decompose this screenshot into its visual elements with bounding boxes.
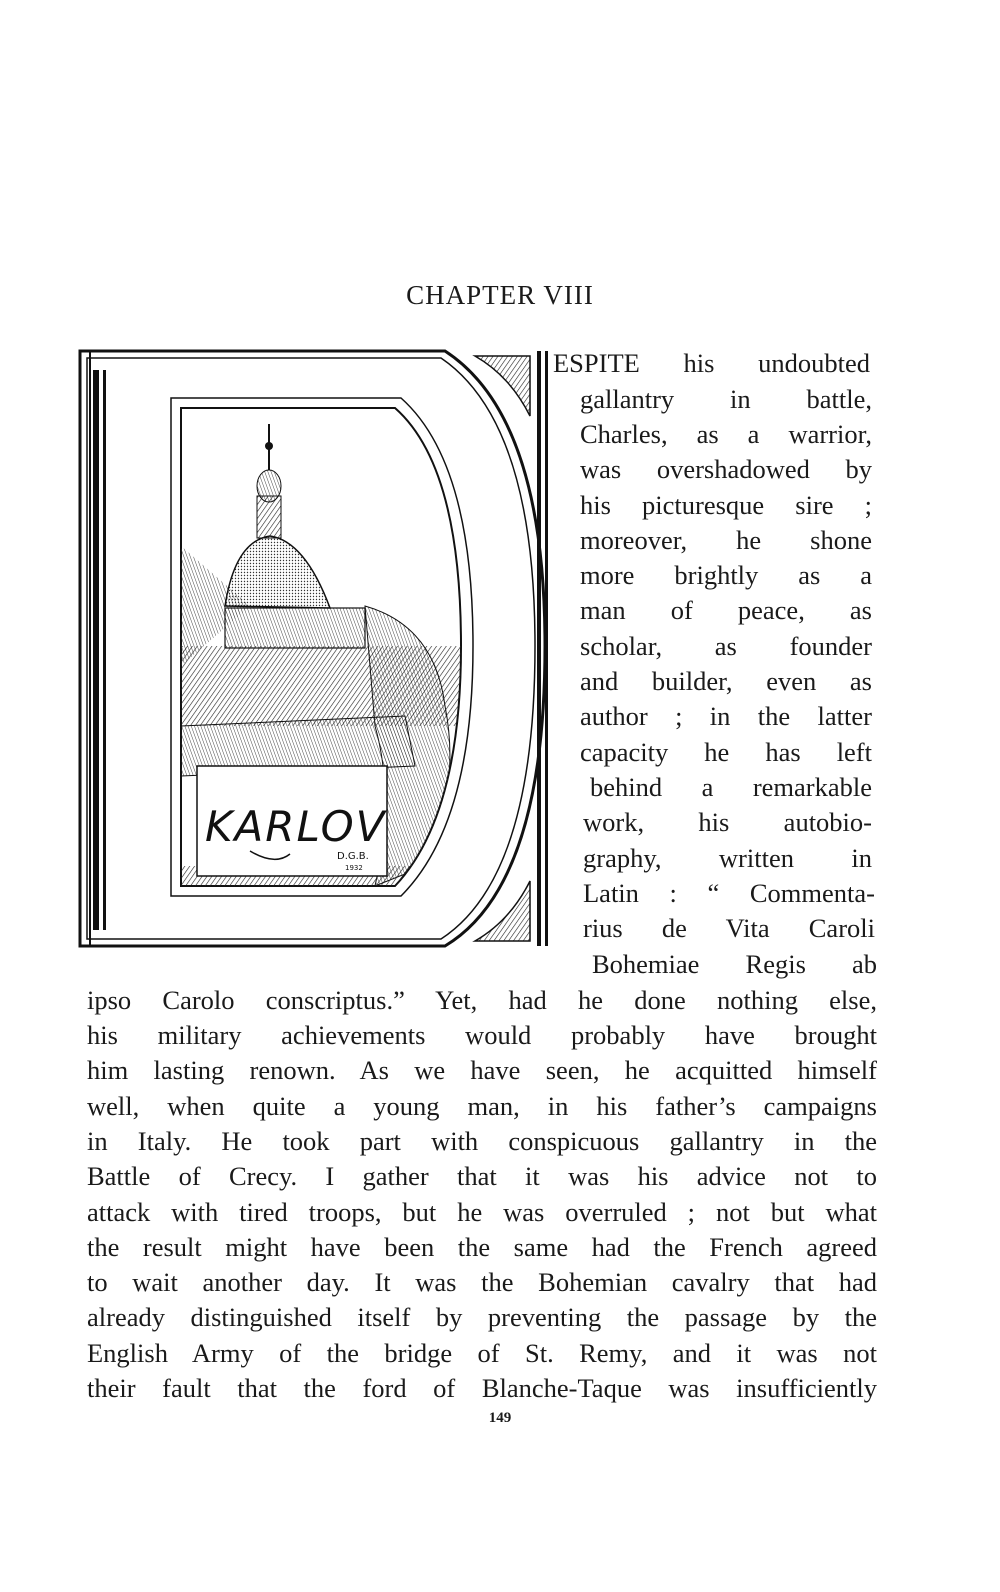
text-line: well, when quite a young man, in his father’s campaigns	[87, 1091, 877, 1121]
illustrator-year: 1932	[345, 864, 363, 872]
text-line: graphy, written in	[583, 843, 872, 873]
text-line: his picturesque sire ;	[580, 490, 872, 520]
text-line: attack with tired troops, but he was overruled ; not but what	[87, 1197, 877, 1227]
text-line: in Italy. He took part with conspicuous gallantry in the	[87, 1126, 877, 1156]
illustrator-monogram: D.G.B.	[337, 851, 369, 862]
text-line: moreover, he shone	[580, 525, 872, 555]
text-line: him lasting renown. As we have seen, he acquitted himself	[87, 1055, 877, 1085]
text-line: capacity he has left	[580, 737, 872, 767]
text-line: behind a remarkable	[590, 772, 872, 802]
text-line: to wait another day. It was the Bohemian cavalry that had	[87, 1267, 877, 1297]
decorated-initial	[75, 346, 552, 951]
text-line: his military achievements would probably have brought	[87, 1020, 877, 1050]
text-line: rius de Vita Caroli	[583, 913, 875, 943]
page-number: 149	[488, 1410, 512, 1426]
text-line: already distinguished itself by preventing the passage by the	[87, 1302, 877, 1332]
text-line: Battle of Crecy. I gather that it was his advice not to	[87, 1161, 877, 1191]
text-line: English Army of the bridge of St. Remy, and it was not	[87, 1338, 877, 1368]
text-line: ipso Carolo conscriptus.” Yet, had he done nothing else,	[87, 985, 877, 1015]
text-line: Bohemiae Regis ab	[592, 949, 877, 979]
text-line: scholar, as founder	[580, 631, 872, 661]
text-line: and builder, even as	[580, 666, 872, 696]
text-line: man of peace, as	[580, 595, 872, 625]
text-line: the result might have been the same had the French agreed	[87, 1232, 877, 1262]
text-line: gallantry in battle,	[580, 384, 872, 414]
text-line: Charles, as a warrior,	[580, 419, 872, 449]
text-line: their fault that the ford of Blanche-Taque was insufficiently	[87, 1373, 877, 1403]
illustration-caption: KARLOV	[205, 802, 387, 851]
text-line: more brightly as a	[580, 560, 872, 590]
text-line: author ; in the latter	[580, 701, 872, 731]
chapter-title: CHAPTER VIII	[406, 280, 594, 310]
text-line: Latin : “ Commenta-	[583, 878, 875, 908]
text-line: ESPITE his undoubted	[553, 348, 870, 378]
initial-d-illustration	[75, 346, 552, 951]
text-line: was overshadowed by	[580, 454, 872, 484]
text-line: work, his autobio-	[583, 807, 872, 837]
